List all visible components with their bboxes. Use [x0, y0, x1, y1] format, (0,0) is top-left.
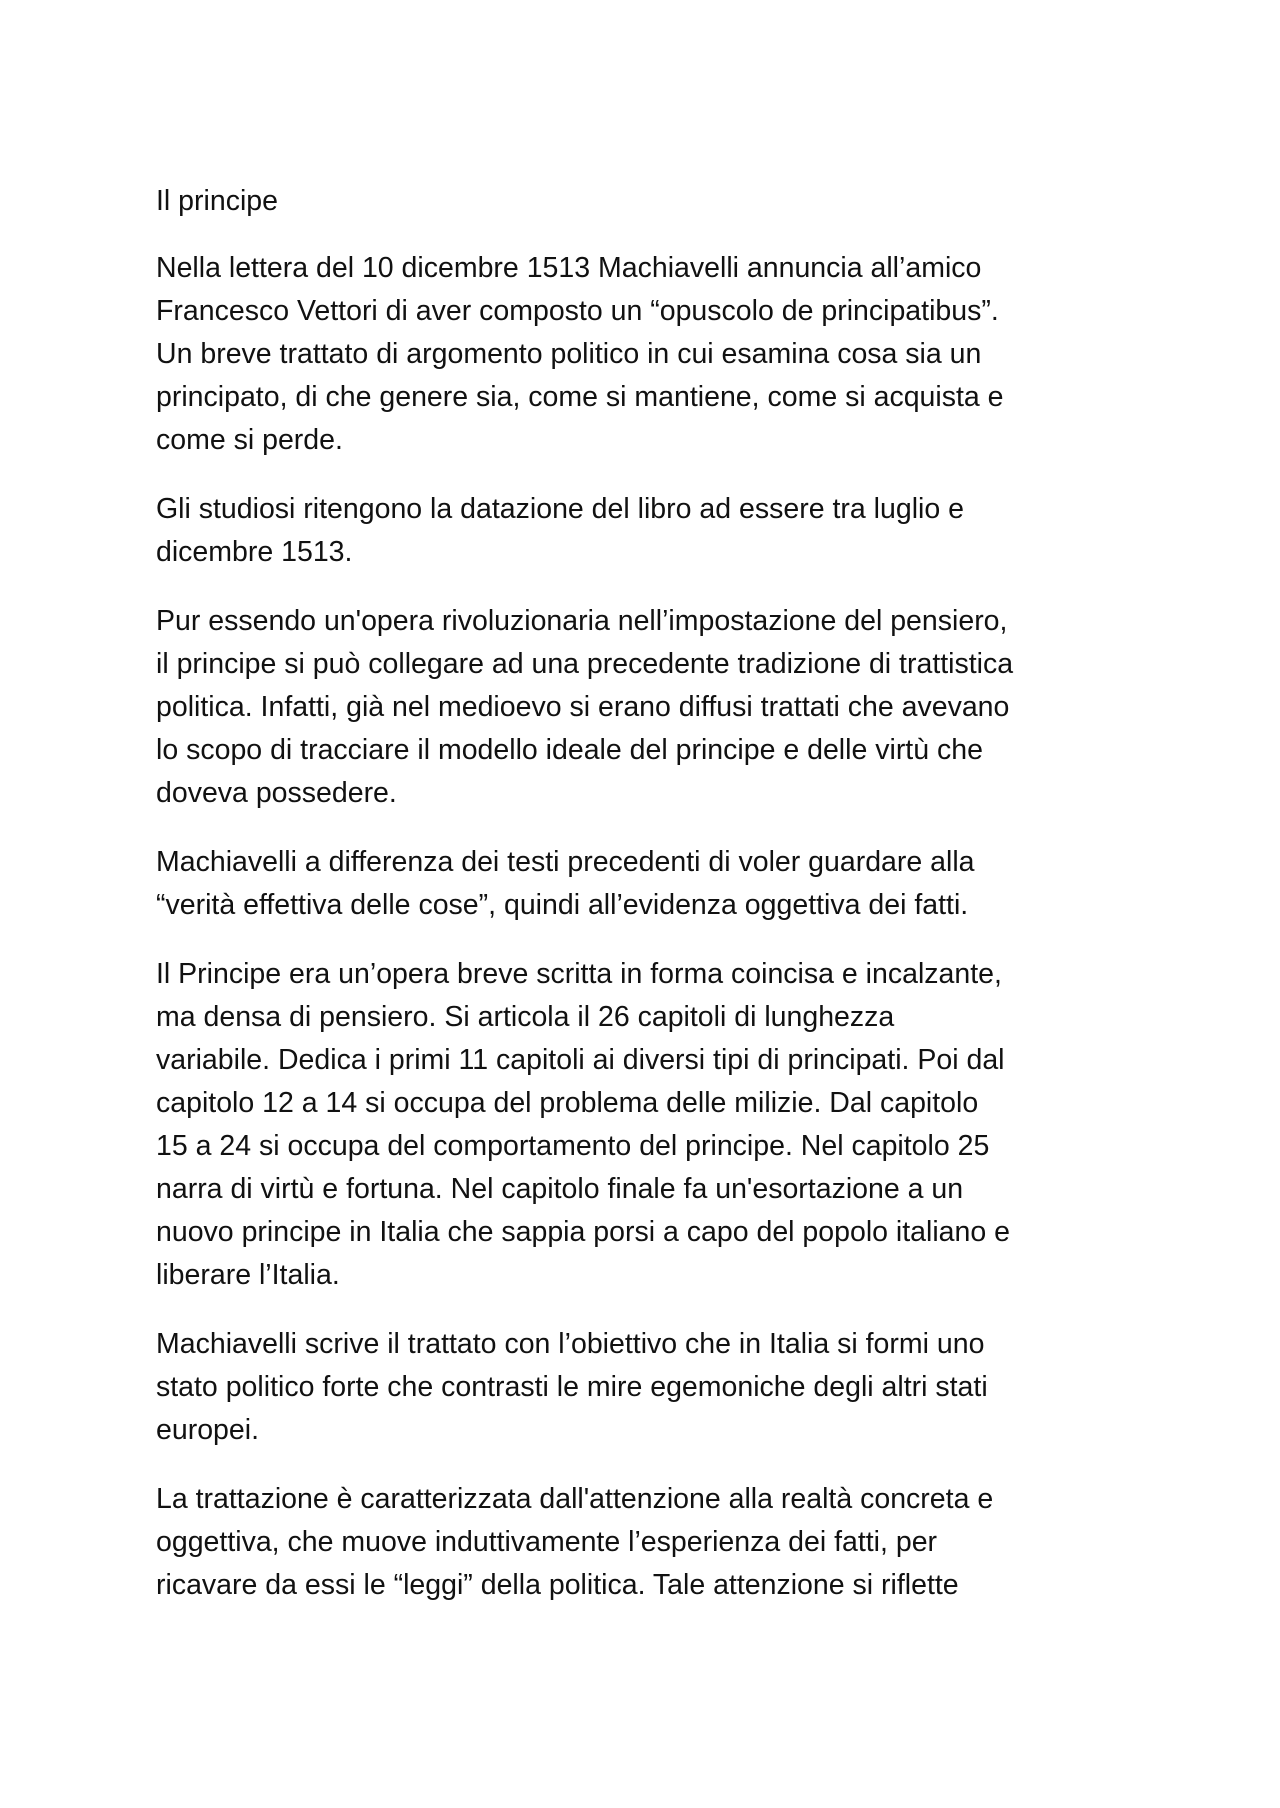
paragraph-line: Un breve trattato di argomento politico in cui esamina cosa sia un: [156, 338, 982, 370]
paragraph-line: narra di virtù e fortuna. Nel capitolo finale fa un'esortazione a un: [156, 1173, 964, 1205]
paragraph: [156, 953, 1156, 1297]
paragraph-line: capitolo 12 a 14 si occupa del problema delle milizie. Dal capitolo: [156, 1087, 979, 1119]
title-text: Il principe: [156, 185, 278, 217]
paragraph-line: liberare l’Italia.: [156, 1259, 340, 1291]
paragraph-line: Pur essendo un'opera rivoluzionaria nell’impostazione del pensiero,: [156, 605, 1008, 637]
paragraph: [156, 1323, 1156, 1452]
paragraph-line: come si perde.: [156, 424, 343, 456]
document-title: [156, 180, 1156, 223]
paragraph-line: 15 a 24 si occupa del comportamento del principe. Nel capitolo 25: [156, 1130, 990, 1162]
paragraph-line: lo scopo di tracciare il modello ideale del principe e delle virtù che: [156, 734, 983, 766]
paragraph-line: oggettiva, che muove induttivamente l’esperienza dei fatti, per: [156, 1526, 938, 1558]
paragraph-line: il principe si può collegare ad una precedente tradizione di trattistica: [156, 648, 1014, 680]
paragraph-line: Machiavelli a differenza dei testi precedenti di voler guardare alla: [156, 846, 975, 878]
paragraph-line: Il Principe era un’opera breve scritta in forma coincisa e incalzante,: [156, 958, 1002, 990]
paragraph: [156, 1478, 1156, 1607]
paragraph-line: Nella lettera del 10 dicembre 1513 Machiavelli annuncia all’amico: [156, 252, 982, 284]
paragraph-line: stato politico forte che contrasti le mire egemoniche degli altri stati: [156, 1371, 988, 1403]
paragraph-line: ma densa di pensiero. Si articola il 26 capitoli di lunghezza: [156, 1001, 895, 1033]
paragraph: [156, 841, 1156, 927]
paragraph-line: nuovo principe in Italia che sappia porsi a capo del popolo italiano e: [156, 1216, 1010, 1248]
paragraph-line: ricavare da essi le “leggi” della politica. Tale attenzione si riflette: [156, 1569, 959, 1601]
paragraph-line: La trattazione è caratterizzata dall'attenzione alla realtà concreta e: [156, 1483, 994, 1515]
paragraph-line: Francesco Vettori di aver composto un “opuscolo de principatibus”.: [156, 295, 999, 327]
document-body: [156, 180, 1156, 1633]
paragraph-line: Gli studiosi ritengono la datazione del libro ad essere tra luglio e: [156, 493, 964, 525]
paragraph-line: doveva possedere.: [156, 777, 397, 809]
paragraph-line: “verità effettiva delle cose”, quindi all’evidenza oggettiva dei fatti.: [156, 889, 969, 921]
paragraph-line: politica. Infatti, già nel medioevo si erano diffusi trattati che avevano: [156, 691, 1010, 723]
paragraph-line: Machiavelli scrive il trattato con l’obiettivo che in Italia si formi uno: [156, 1328, 985, 1360]
paragraph: [156, 247, 1156, 462]
paragraph-line: principato, di che genere sia, come si mantiene, come si acquista e: [156, 381, 1004, 413]
paragraph: [156, 600, 1156, 815]
paragraph: [156, 488, 1156, 574]
paragraph-line: variabile. Dedica i primi 11 capitoli ai diversi tipi di principati. Poi dal: [156, 1044, 1005, 1076]
paragraph-line: europei.: [156, 1414, 259, 1446]
paragraph-line: dicembre 1513.: [156, 536, 353, 568]
paragraphs-container: [156, 247, 1156, 1607]
